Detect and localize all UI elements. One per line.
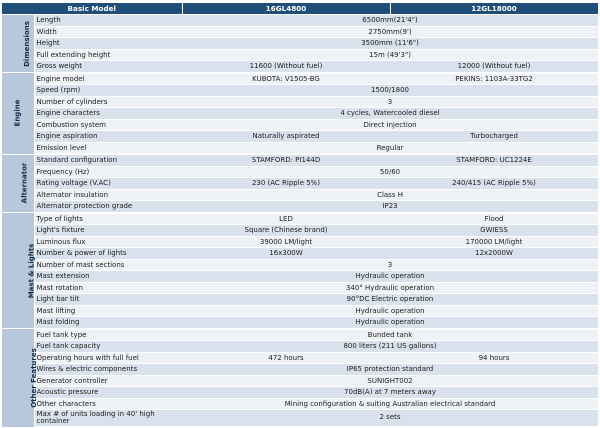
spec-label: Generator controller [34,375,182,387]
spec-value-12gl18000: Turbocharged [390,131,598,143]
spec-label: Speed (rpm) [34,85,182,97]
spec-value-shared: SUNIGHT002 [182,375,598,387]
spec-label: Mast extension [34,271,182,283]
header-model-12gl18000: 12GL18000 [390,3,598,15]
spec-label: Number & power of lights [34,248,182,260]
spec-value-shared: 2 sets [182,410,598,428]
group-label-text: Mast & Lights [27,243,36,298]
spec-value-16gl4800: LED [182,213,390,225]
spec-label: Wires & electric components [34,364,182,376]
spec-row [2,398,598,410]
spec-value-shared: Hydraulic operation [182,317,598,329]
spec-label: Other characters [34,398,182,410]
spec-row [2,142,598,154]
spec-value-16gl4800: Square (Chinese brand) [182,225,390,237]
spec-value-shared: Hydraulic operation [182,305,598,317]
spec-label: Max # of units loading in 40' high container [34,410,182,428]
spec-value-shared: 800 liters (211 US gallons) [182,341,598,353]
spec-row [2,108,598,120]
spec-value-12gl18000: 12x2000W [390,248,598,260]
spec-row [2,38,598,50]
spec-value-12gl18000: 240/415 (AC Ripple 5%) [390,178,598,190]
spec-label: Type of lights [34,213,182,225]
spec-value-shared: 50/60 [182,166,598,178]
spec-value-shared: IP65 protection standard [182,364,598,376]
spec-value-shared: Regular [182,142,598,154]
spec-label: Light bar tilt [34,294,182,306]
spec-label: Width [34,26,182,38]
spec-row [2,96,598,108]
spec-value-12gl18000: 170000 LM/light [390,236,598,248]
spec-value-shared: Direct injection [182,119,598,131]
spec-row [2,119,598,131]
group-label [2,154,34,213]
spec-row [2,387,598,399]
spec-row [2,248,598,260]
spec-label: Luminous flux [34,236,182,248]
spec-value-12gl18000: 94 hours [390,352,598,364]
spec-label: Fuel tank capacity [34,341,182,353]
spec-label: Number of mast sections [34,259,182,271]
spec-value-shared: Class H [182,189,598,201]
spec-row [2,271,598,283]
spec-value-shared: 3 [182,96,598,108]
spec-row [2,15,598,27]
spec-value-16gl4800: KUBOTA: V1505-BG [182,73,390,85]
spec-row [2,213,598,225]
spec-value-16gl4800: Naturally aspirated [182,131,390,143]
spec-value-shared: Hydraulic operation [182,271,598,283]
spec-row [2,178,598,190]
spec-value-12gl18000: PEKINS: 1103A-33TG2 [390,73,598,85]
spec-body [2,15,598,428]
spec-row [2,341,598,353]
spec-label: Alternator insulation [34,189,182,201]
spec-row [2,154,598,166]
spec-row [2,317,598,329]
spec-row [2,329,598,341]
header-basic-model: Basic Model [2,3,182,15]
group-label-text: Dimensions [22,20,31,67]
spec-label: Full extending height [34,49,182,61]
spec-row [2,166,598,178]
spec-row [2,282,598,294]
spec-value-12gl18000: 12000 (Without fuel) [390,61,598,73]
spec-value-12gl18000: STAMFORD: UC1224E [390,154,598,166]
spec-label: Operating hours with full fuel [34,352,182,364]
spec-row [2,49,598,61]
spec-value-shared: Mining configuration & suiting Australian electrical standard [182,398,598,410]
spec-value-16gl4800: 11600 (Without fuel) [182,61,390,73]
group-label [2,15,34,73]
spec-row [2,189,598,201]
spec-value-shared: Bunded tank [182,329,598,341]
spec-value-shared: 15m (49'3") [182,49,598,61]
group-label [2,213,34,329]
spec-value-shared: 2750mm(9') [182,26,598,38]
spec-value-shared: 70dB(A) at 7 meters away [182,387,598,399]
spec-row [2,225,598,237]
spec-label: Engine model [34,73,182,85]
header-model-16gl4800: 16GL4800 [182,3,390,15]
spec-row [2,375,598,387]
spec-label: Mast lifting [34,305,182,317]
spec-label: Standard configuration [34,154,182,166]
group-label-text: Other Features [29,347,38,408]
spec-row [2,364,598,376]
spec-value-16gl4800: 472 hours [182,352,390,364]
spec-label: Alternator protection grade [34,201,182,213]
spec-label: Engine characters [34,108,182,120]
spec-label: Gross weight [34,61,182,73]
spec-label: Acoustic pressure [34,387,182,399]
spec-label: Emission level [34,142,182,154]
spec-row [2,352,598,364]
spec-label: Number of cylinders [34,96,182,108]
spec-value-shared: 90°DC Electric operation [182,294,598,306]
spec-row [2,73,598,85]
spec-label: Rating voltage (V.AC) [34,178,182,190]
spec-row [2,294,598,306]
spec-row [2,259,598,271]
spec-row [2,410,598,428]
spec-value-shared: 3 [182,259,598,271]
spec-label: Frequency (Hz) [34,166,182,178]
spec-table [2,3,599,428]
group-label [2,329,38,428]
spec-value-12gl18000: Flood [390,213,598,225]
spec-label: Engine aspiration [34,131,182,143]
spec-value-16gl4800: STAMFORD: PI144D [182,154,390,166]
group-label [2,73,34,155]
spec-value-16gl4800: 230 (AC Ripple 5%) [182,178,390,190]
spec-label: Mast folding [34,317,182,329]
spec-label: Height [34,38,182,50]
spec-label: Light's fixture [34,225,182,237]
group-label-text: Alternator [20,162,29,204]
spec-row [2,26,598,38]
spec-label: Combustion system [34,119,182,131]
spec-value-shared: 6500mm(21'4") [182,15,598,27]
spec-label: Length [34,15,182,27]
spec-row [2,131,598,143]
spec-value-shared: IP23 [182,201,598,213]
spec-label: Mast rotation [34,282,182,294]
spec-row [2,305,598,317]
spec-value-shared: 1500/1800 [182,85,598,97]
spec-row [2,201,598,213]
spec-row [2,85,598,97]
spec-value-16gl4800: 39000 LM/light [182,236,390,248]
spec-row [2,61,598,73]
spec-value-16gl4800: 16x300W [182,248,390,260]
spec-value-shared: 4 cycles, Watercooled diesel [182,108,598,120]
spec-value-12gl18000: GWIESS [390,225,598,237]
spec-value-shared: 3500mm (11'6") [182,38,598,50]
group-label-text: Engine [13,99,22,127]
spec-value-shared: 340° Hydraulic operation [182,282,598,294]
header-row [2,3,598,15]
spec-row [2,236,598,248]
spec-label: Fuel tank type [34,329,182,341]
